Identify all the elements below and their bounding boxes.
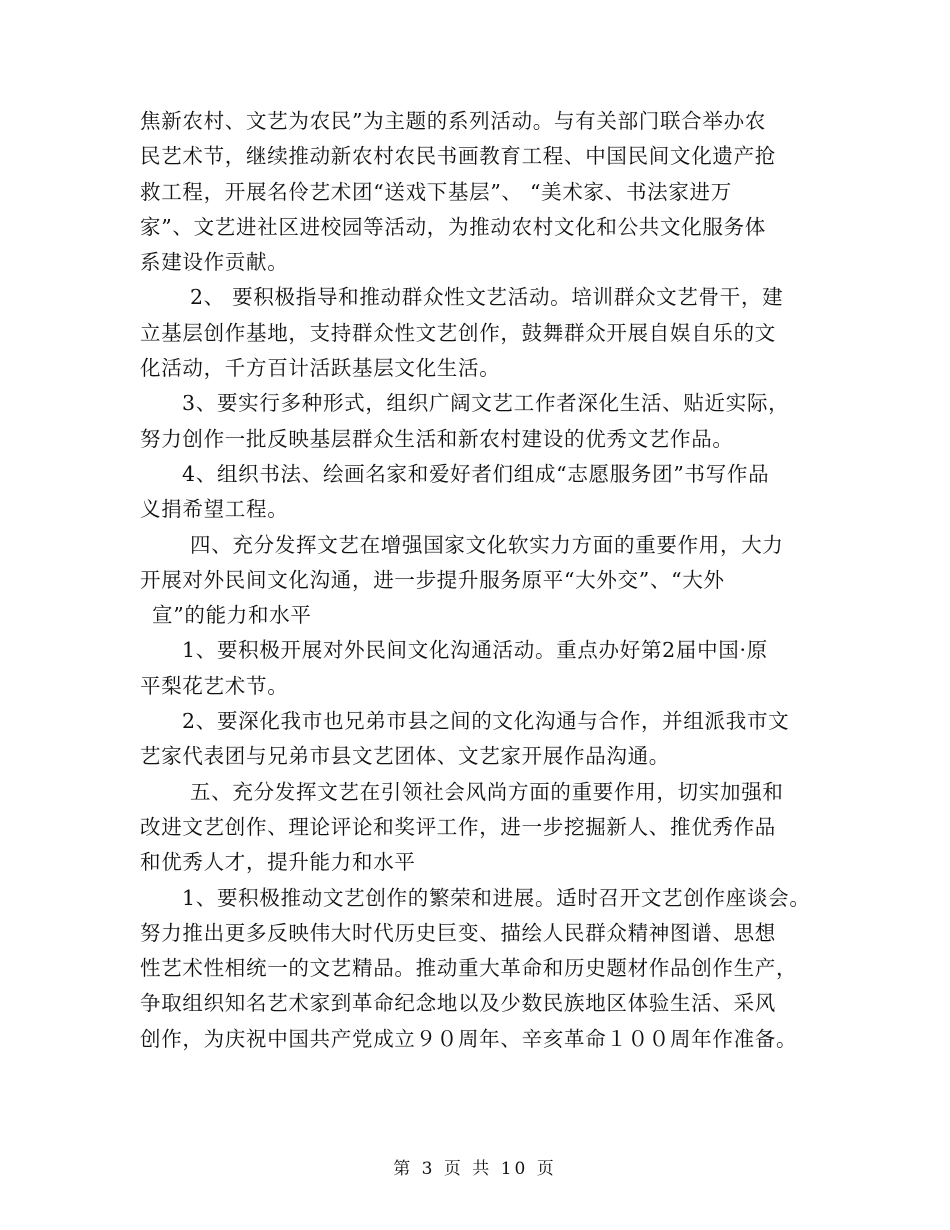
text-line: 立基层创作基地，支持群众性文艺创作，鼓舞群众开展自娱自乐的文 <box>140 320 776 345</box>
text-line: 1、要积极开展对外民间文化沟通活动。重点办好第2届中国·原 <box>182 638 768 663</box>
section-heading-line: 五、充分发挥文艺在引领社会风尚方面的重要作用，切实加强和 <box>190 779 784 804</box>
text-line: 救工程，开展名伶艺术团“送戏下基层”、 “美术家、书法家进万 <box>140 179 732 204</box>
section-heading-line: 改进文艺创作、理论评论和奖评工作，进一步挖掘新人、推优秀作品 <box>140 814 776 839</box>
text-line: 系建设作贡献。 <box>140 250 289 275</box>
section-heading-line: 开展对外民间文化沟通，进一步提升服务原平“大外交”、“大外 <box>140 567 725 592</box>
section-heading-line: 四、充分发挥文艺在增强国家文化软实力方面的重要作用，大力 <box>190 532 784 557</box>
text-line: 创作，为庆祝中国共产党成立９０周年、辛亥革命１００周年作准备。 <box>140 1026 798 1051</box>
text-line: 2、 要积极指导和推动群众性文艺活动。培训群众文艺骨干，建 <box>190 285 784 310</box>
text-line: 努力推出更多反映伟大时代历史巨变、描绘人民群众精神图谱、思想 <box>140 920 776 945</box>
text-line: 2、要深化我市也兄弟市县之间的文化沟通与合作，并组派我市文 <box>182 709 790 734</box>
text-line: 家”、文艺进社区进校园等活动，为推动农村文化和公共文化服务体 <box>140 214 766 239</box>
text-line: 3、要实行多种形式，组织广阔文艺工作者深化生活、贴近实际， <box>182 391 790 416</box>
text-line: 艺家代表团与兄弟市县文艺团体、文艺家开展作品沟通。 <box>140 744 670 769</box>
section-heading-line: 宣”的能力和水平 <box>152 603 312 628</box>
page-number-footer: 第 3 页 共 10 页 <box>393 1159 557 1179</box>
document-body <box>140 104 820 1057</box>
text-line: 1、要积极推动文艺创作的繁荣和进展。适时召开文艺创作座谈会。 <box>182 885 811 910</box>
text-line: 义捐希望工程。 <box>140 497 289 522</box>
text-line: 民艺术节，继续推动新农村农民书画教育工程、中国民间文化遗产抢 <box>140 144 776 169</box>
text-line: 性艺术性相统一的文艺精品。推动重大革命和历史题材作品创作生产， <box>140 956 798 981</box>
text-line: 化活动，千方百计活跃基层文化生活。 <box>140 356 501 381</box>
text-line: 努力创作一批反映基层群众生活和新农村建设的优秀文艺作品。 <box>140 426 734 451</box>
text-line: 焦新农村、文艺为农民”为主题的系列活动。与有关部门联合举办农 <box>140 109 766 133</box>
text-line: 平梨花艺术节。 <box>140 673 289 698</box>
section-heading-line: 和优秀人才，提升能力和水平 <box>140 850 416 875</box>
text-line: 4、组织书法、绘画名家和爱好者们组成“志愿服务团”书写作品 <box>182 461 770 486</box>
text-line: 争取组织知名艺术家到革命纪念地以及少数民族地区体验生活、采风 <box>140 991 776 1016</box>
